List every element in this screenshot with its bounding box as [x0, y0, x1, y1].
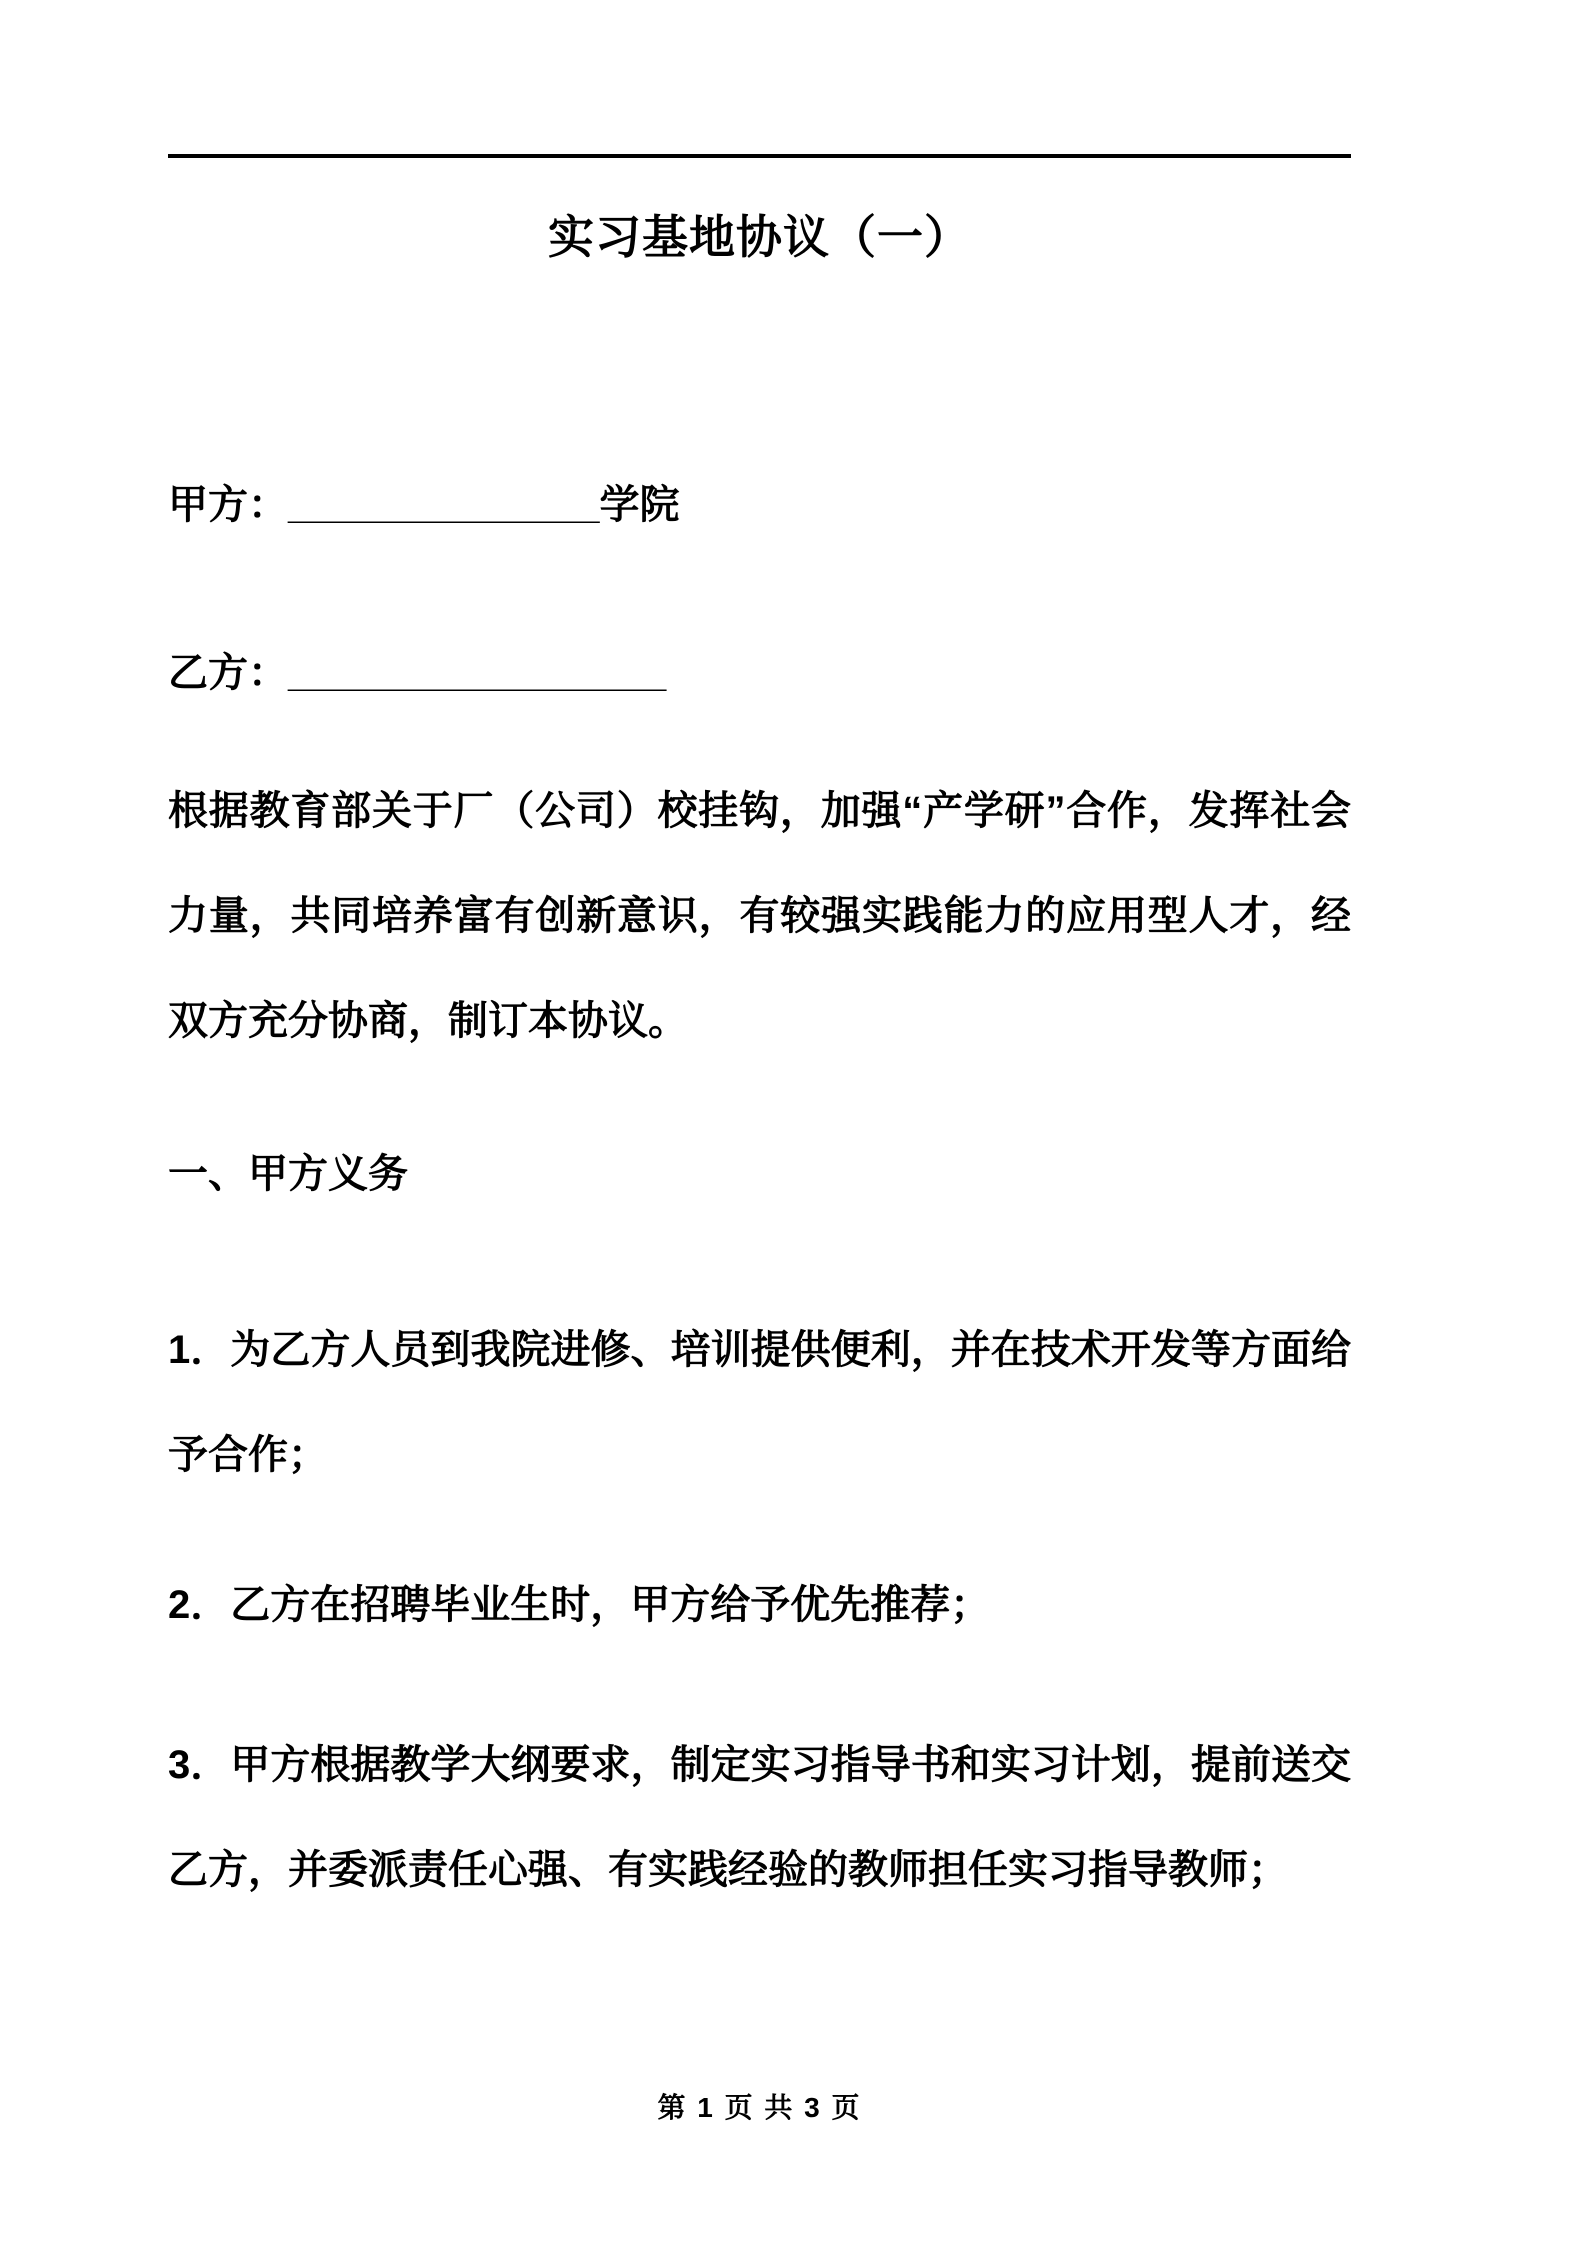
party-a-suffix: 学院 [599, 483, 680, 528]
agreement-item-3: 3．甲方根据教学大纲要求，制定实习指导书和实习计划，提前送交乙方，并委派责任心强、有实践经验的教师担任实习指导教师； [168, 1743, 1351, 1893]
agreement-item-1: 1．为乙方人员到我院进修、培训提供便利，并在技术开发等方面给予合作； [168, 1328, 1351, 1478]
party-b-label: 乙方： [168, 651, 288, 696]
party-b-row [168, 649, 1351, 697]
party-b-blank: _________________ [288, 651, 667, 696]
party-a-label: 甲方： [168, 483, 288, 528]
document-title: 实习基地协议（一） [548, 211, 971, 263]
party-a-row [168, 481, 1351, 529]
section-1-heading: 一、甲方义务 [168, 1152, 408, 1197]
page-footer: 第 1 页 共 3 页 [657, 2092, 862, 2123]
header-rule [168, 154, 1351, 158]
agreement-item-2: 2．乙方在招聘毕业生时，甲方给予优先推荐； [168, 1583, 991, 1628]
party-a-blank: ______________ [288, 483, 600, 528]
intro-paragraph: 根据教育部关于厂（公司）校挂钩，加强“产学研”合作，发挥社会力量，共同培养富有创新意识，有较强实践能力的应用型人才，经双方充分协商，制订本协议。 [168, 789, 1351, 1044]
